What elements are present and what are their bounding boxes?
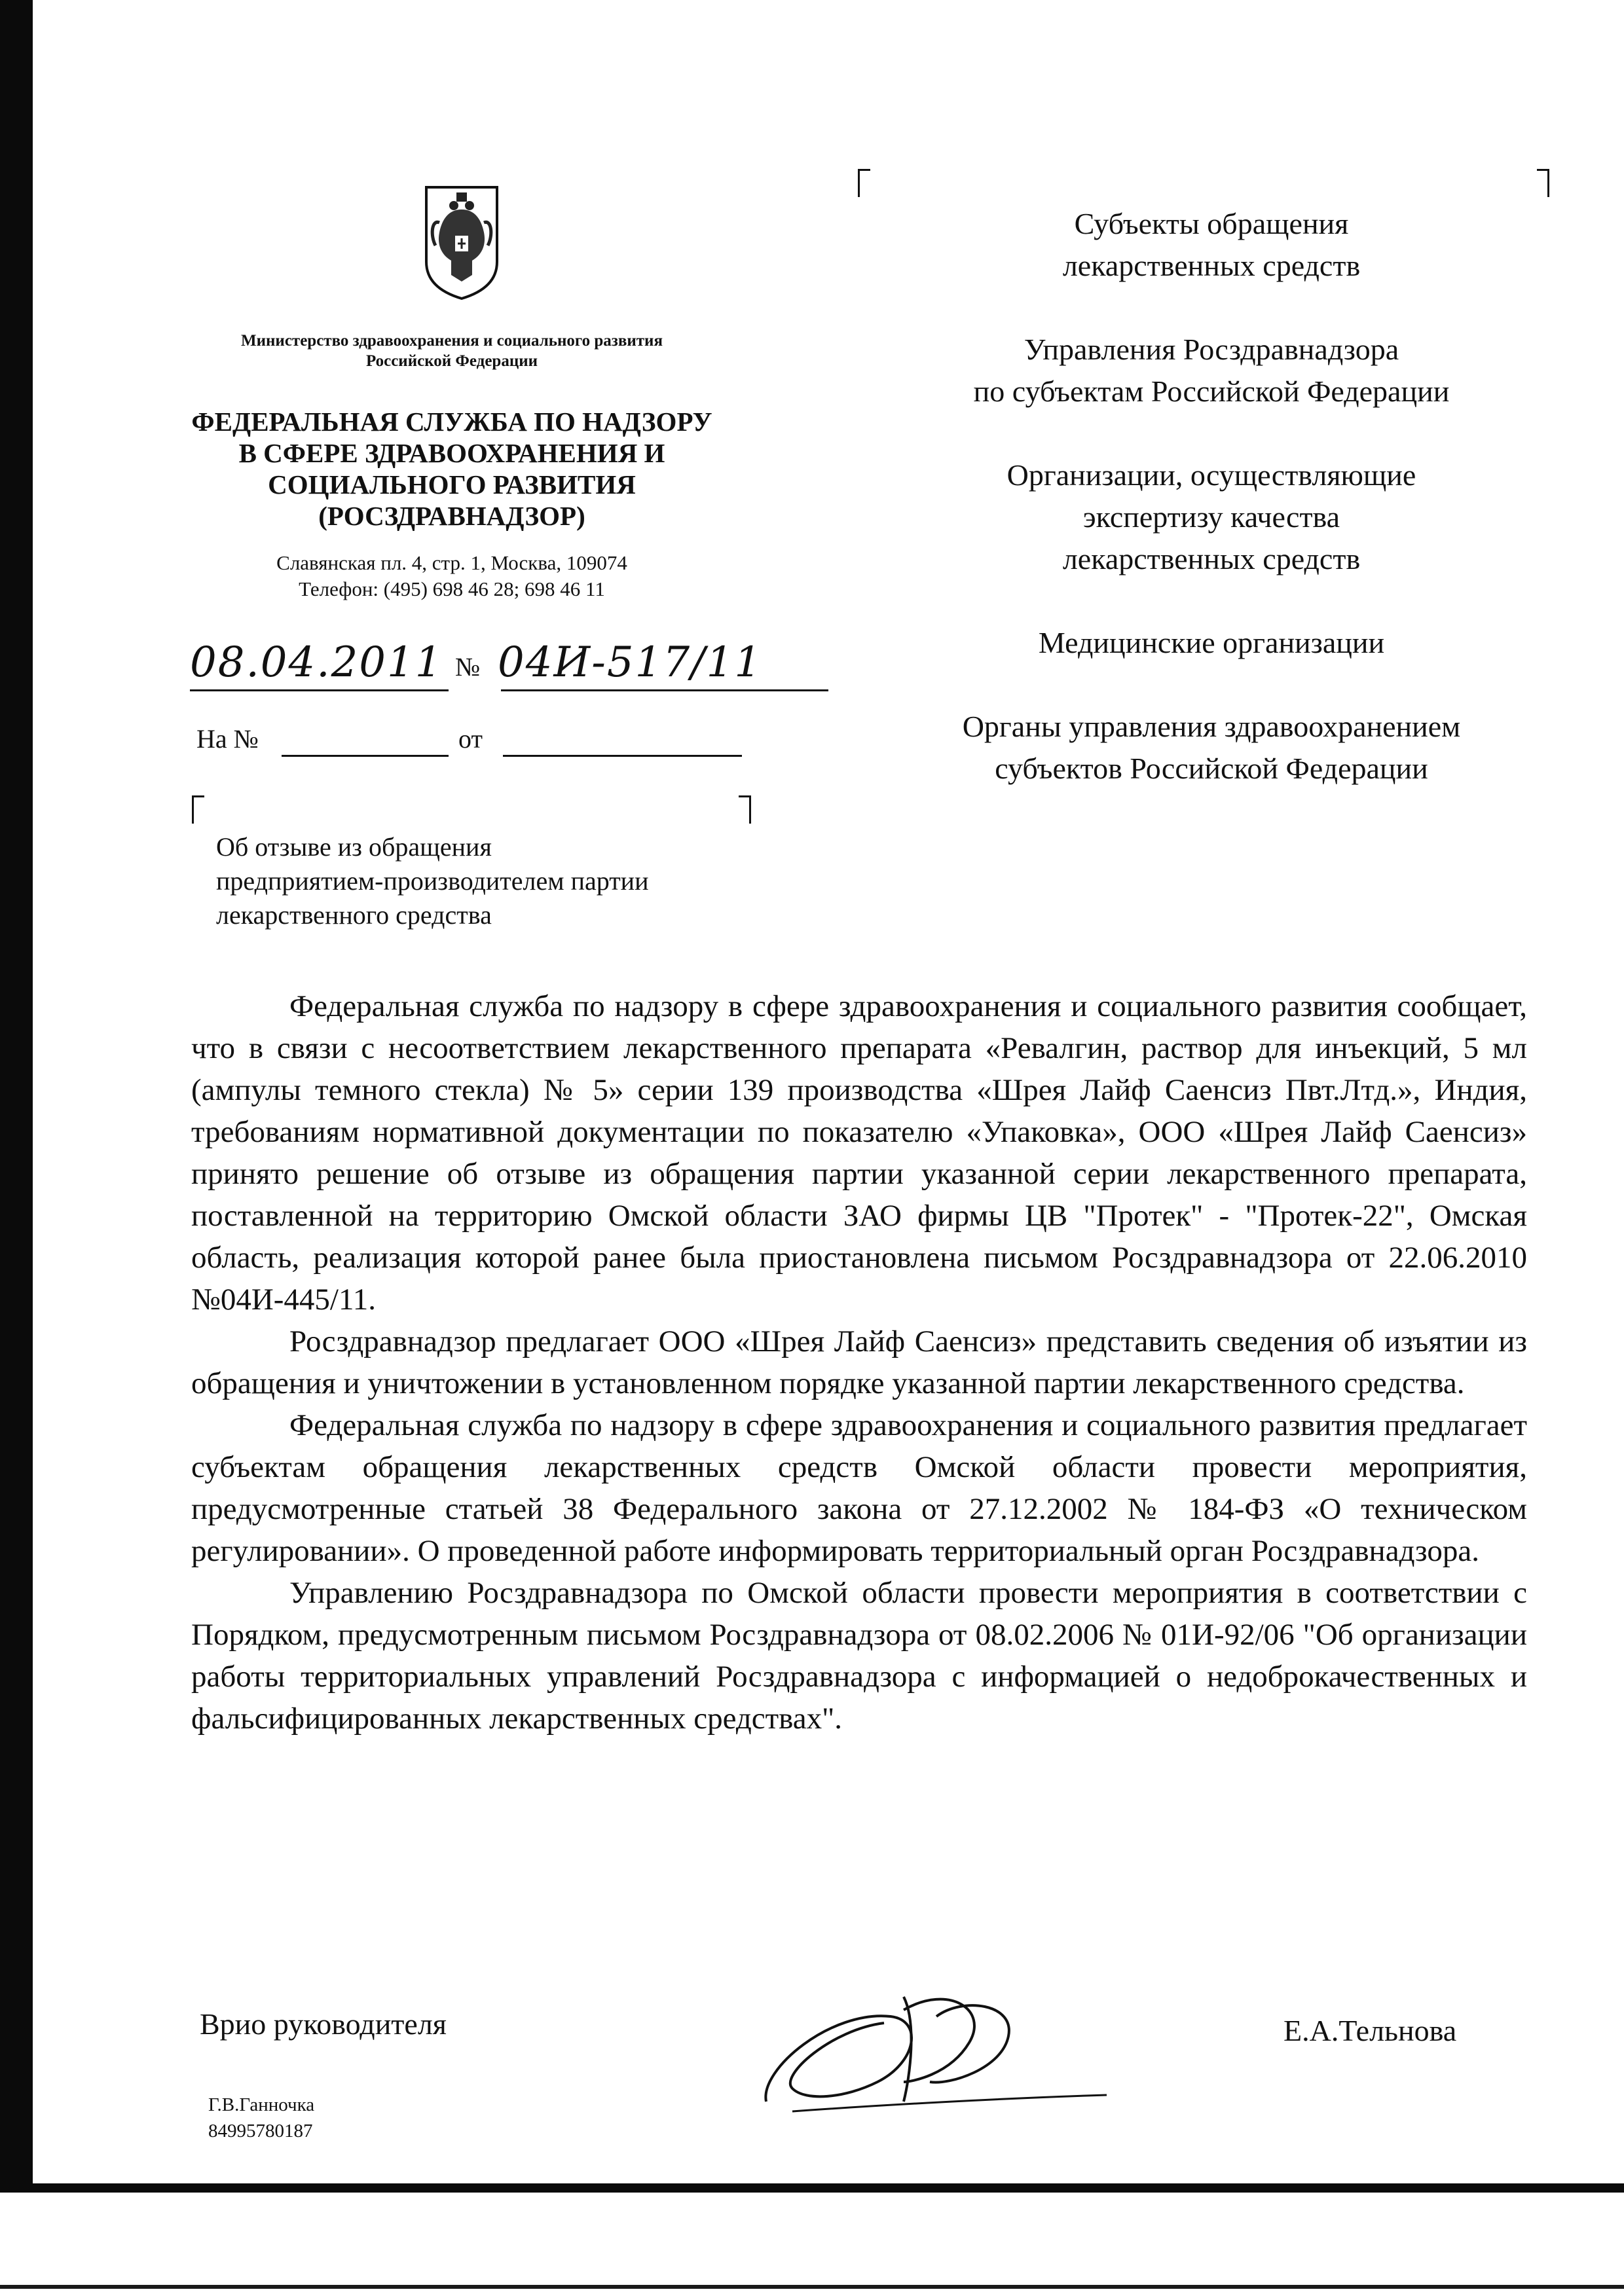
scan-edge-left bbox=[0, 0, 33, 2187]
signatory-name: Е.А.Тельнова bbox=[1283, 2014, 1457, 2047]
agency-line: (РОСЗДРАВНАДЗОР) bbox=[318, 501, 585, 531]
letter-subject bbox=[216, 830, 805, 932]
handwritten-signature bbox=[753, 1971, 1120, 2134]
reference-number-blank bbox=[282, 755, 449, 757]
addressee-item bbox=[851, 706, 1572, 790]
number-underline bbox=[501, 689, 828, 691]
addressee-line: экспертизу качества bbox=[1082, 500, 1340, 534]
reference-date-blank bbox=[503, 755, 742, 757]
letter-date: 08.04.2011 bbox=[190, 638, 443, 687]
addressee-line: лекарственных средств bbox=[1062, 542, 1361, 575]
reference-line bbox=[196, 723, 786, 763]
addressee-item bbox=[851, 203, 1572, 287]
subject-line: предприятием-производителем партии bbox=[216, 866, 649, 896]
date-underline bbox=[190, 689, 449, 691]
scan-edge-bottom-lower bbox=[0, 2285, 1624, 2289]
body-paragraph: Федеральная служба по надзору в сфере здравоохранения и социального развития сообщает, что в связи с несоответствием лекарственного препарата «Ревалгин, раствор для инъекций, 5 мл (ампулы темного стекла) № 5» серии 139 производства «Шрея Лайф Саенсиз Пвт.Лтд.», Индия, требованиям нормативной документации по показателю «Упаковка», ООО «Шрея Лайф Саенсиз» принято решение об отзыве из обращения партии указанной серии лекарственного препарата, поставленной на территорию Омской области ЗАО фирмы ЦВ "Протек" - "Протек-22", Омская область, реализация которой ранее была приостановлена письмом Росздравнадзора от 22.06.2010 №04И-445/11. bbox=[191, 989, 1527, 1317]
addressee-line: Органы управления здравоохранением bbox=[962, 710, 1461, 743]
addressee-line: Управления Росздравнадзора bbox=[1024, 333, 1399, 366]
subject-line: лекарственного средства bbox=[216, 900, 492, 930]
number-label: № bbox=[455, 652, 481, 682]
agency-line: В СФЕРЕ ЗДРАВООХРАНЕНИЯ И bbox=[238, 438, 665, 468]
phone-numbers: Телефон: (495) 698 46 28; 698 46 11 bbox=[299, 577, 605, 600]
registration-line bbox=[190, 638, 832, 697]
body-paragraph: Управлению Росздравнадзора по Омской области провести мероприятия в соответствии с Порядком, предусмотренным письмом Росздравнадзора от 08.02.2006 № 01И-92/06 "Об организации работы территориальных управлений Росздравнадзора с информацией о недоброкачественных и фальсифицированных лекарственных средствах". bbox=[191, 1576, 1527, 1736]
letter-number: 04И-517/11 bbox=[498, 638, 763, 687]
body-paragraph: Федеральная служба по надзору в сфере здравоохранения и социального развития предлагает субъектам обращения лекарственных средств Омской области провести мероприятия, предусмотренные статьей 38 Федерального закона от 27.12.2002 № 184-ФЗ «О техническом регулировании». О проведенной работе информировать территориальный орган Росздравнадзора. bbox=[191, 1408, 1527, 1568]
executor-name: Г.В.Ганночка bbox=[208, 2094, 315, 2115]
addressee-bracket-left bbox=[858, 169, 870, 197]
addressee-item bbox=[851, 454, 1572, 580]
street-address: Славянская пл. 4, стр. 1, Москва, 109074 bbox=[276, 551, 627, 574]
scan-edge-bottom bbox=[0, 2183, 1624, 2193]
executor-info bbox=[208, 2092, 314, 2144]
reference-number-label: На № bbox=[196, 724, 259, 754]
subject-bracket-right bbox=[739, 795, 751, 824]
addressee-item bbox=[851, 329, 1572, 412]
agency-line: СОЦИАЛЬНОГО РАЗВИТИЯ bbox=[268, 469, 636, 500]
addressee-line: Субъекты обращения bbox=[1074, 207, 1349, 240]
addressee-line: по субъектам Российской Федерации bbox=[973, 374, 1450, 408]
letter-body bbox=[191, 985, 1527, 1740]
agency-line: ФЕДЕРАЛЬНАЯ СЛУЖБА ПО НАДЗОРУ bbox=[191, 407, 712, 437]
agency-address bbox=[196, 550, 707, 602]
agency-name bbox=[170, 406, 733, 532]
addressee-line: Медицинские организации bbox=[1038, 626, 1385, 659]
addressee-bracket-right bbox=[1537, 169, 1549, 197]
signatory-position: Врио руководителя bbox=[200, 2007, 447, 2041]
subject-bracket-left bbox=[192, 795, 204, 824]
ministry-name: Министерство здравоохранения и социального развития Российской Федерации bbox=[241, 332, 663, 370]
addressee-line: Организации, осуществляющие bbox=[1006, 458, 1416, 492]
reference-from-label: от bbox=[458, 724, 483, 754]
subject-line: Об отзыве из обращения bbox=[216, 832, 492, 862]
body-paragraph: Росздравнадзор предлагает ООО «Шрея Лайф Саенсиз» представить сведения об изъятии из обращения и уничтожении в установленном порядке указанной партии лекарственного средства. bbox=[191, 1324, 1527, 1400]
executor-phone: 84995780187 bbox=[208, 2121, 313, 2141]
addressee-item bbox=[851, 622, 1572, 664]
addressee-line: лекарственных средств bbox=[1062, 249, 1361, 282]
addressee-block bbox=[851, 203, 1572, 831]
addressee-line: субъектов Российской Федерации bbox=[995, 752, 1428, 785]
coat-of-arms-icon bbox=[422, 183, 501, 301]
